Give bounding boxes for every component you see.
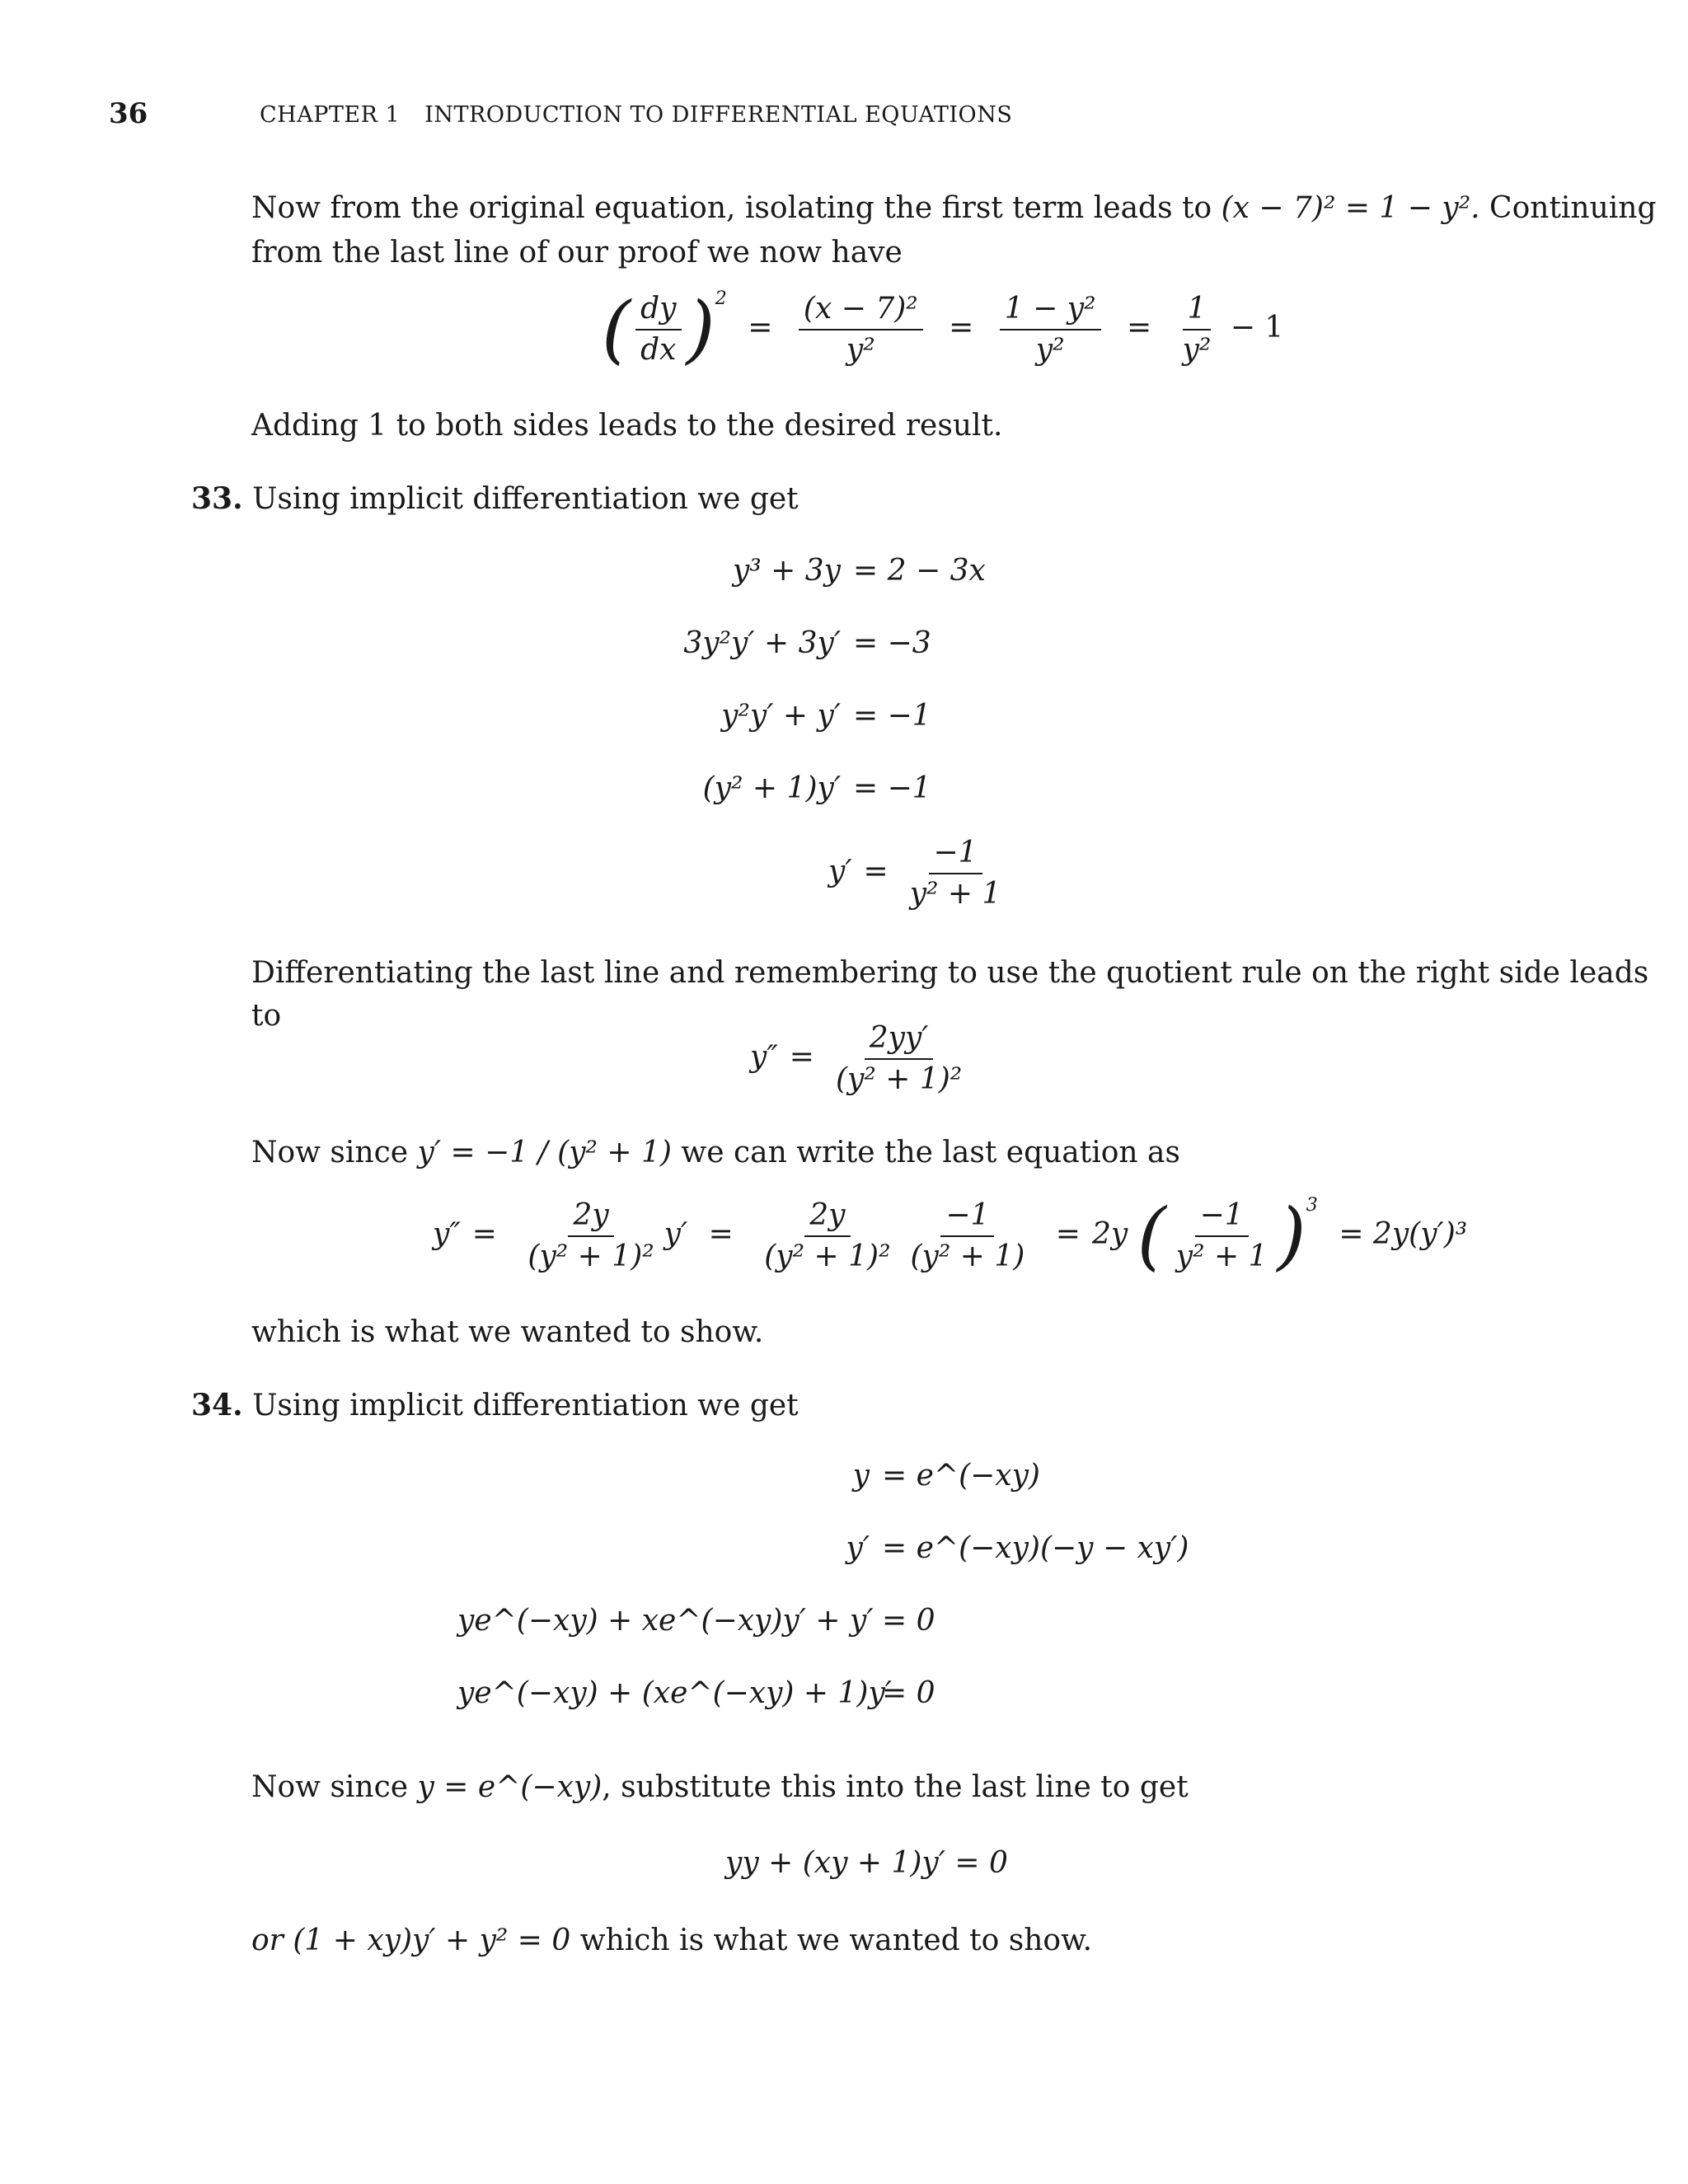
chapter-label: CHAPTER 1 xyxy=(260,102,401,128)
since-text: Now since y′ = −1 / (y² + 1) we can write the last equation as xyxy=(251,1136,1180,1169)
running-head xyxy=(260,102,1012,128)
problem-number: 34. xyxy=(191,1388,243,1422)
intro-line1-a: Now from the original equation, isolating the first term leads to xyxy=(251,191,1221,225)
problem-33-yprime: y′ = $\frac{-1}{\text{y² + 1}}$ xyxy=(828,836,1001,911)
intro-conclusion: Adding 1 to both sides leads to the desired result. xyxy=(251,409,1003,443)
intro-line1-b: Continuing xyxy=(1479,191,1657,225)
intro-line2: from the last line of our proof we now have xyxy=(251,236,903,269)
problem-34 xyxy=(191,1383,799,1428)
substitute-text: Now since y = e^(−xy), substitute this into the last line to get xyxy=(251,1770,1189,1804)
diff-text-1: Differentiating the last line and remembering to use the quotient rule on the right side leads xyxy=(251,956,1649,990)
fraction-3: $\frac{1}{\text{y²}}$ xyxy=(1182,292,1212,367)
problem-34-closing: or (1 + xy)y′ + y² = 0 which is what we wanted to show. xyxy=(251,1924,1093,1957)
problem-text: Using implicit differentiation we get xyxy=(252,1389,799,1422)
intro-line1-math: (x − 7)² = 1 − y². xyxy=(1221,191,1480,225)
problem-text: Using implicit differentiation we get xyxy=(252,482,799,516)
problem-34-final-equation: yy + (xy + 1)y′ = 0 xyxy=(725,1846,1008,1880)
page-number: 36 xyxy=(109,97,148,130)
problem-33-second-derivative: y″ = $\frac{2yy'}{\text{(y² + 1)²}}$ xyxy=(750,1021,963,1096)
intro-paragraph xyxy=(251,186,1657,231)
fraction-2: $\frac{\text{1 − y²}}{\text{y²}}$ xyxy=(1000,293,1101,367)
dydx-fraction: $\frac{dy}{dx}$ xyxy=(635,293,681,367)
fraction-1: $\frac{\text{(x − 7)²}}{\text{y²}}$ xyxy=(799,293,923,367)
intro-equation: ( $\frac{dy}{dx}$ )$^2$ = $\frac{\text{(x − 7)²}}{\text{y²}}$ = $\frac{\text{1 − y²}}{\text{y²}}$ = $\frac{1}{\text{y²}}$ − 1 xyxy=(602,286,1284,373)
right-paren: ) xyxy=(686,286,715,373)
chapter-title: INTRODUCTION TO DIFFERENTIAL EQUATIONS xyxy=(424,102,1013,128)
problem-33 xyxy=(191,476,799,522)
left-paren: ( xyxy=(602,286,631,373)
problem-number: 33. xyxy=(191,481,243,516)
problem-33-closing: which is what we wanted to show. xyxy=(251,1315,764,1349)
diff-text-2: to xyxy=(251,999,282,1033)
problem-33-long-equation: y″ = $\frac{2y}{\text{(y² + 1)²}}$ y′ = $\frac{2y}{\text{(y² + 1)²}}$ $\frac{-1}{\text{(y² + 1)}}$ = 2y ( $\frac{-1}{\text{y² + 1}}$ )$^3$ = 2y(y′)³ xyxy=(433,1193,1468,1279)
